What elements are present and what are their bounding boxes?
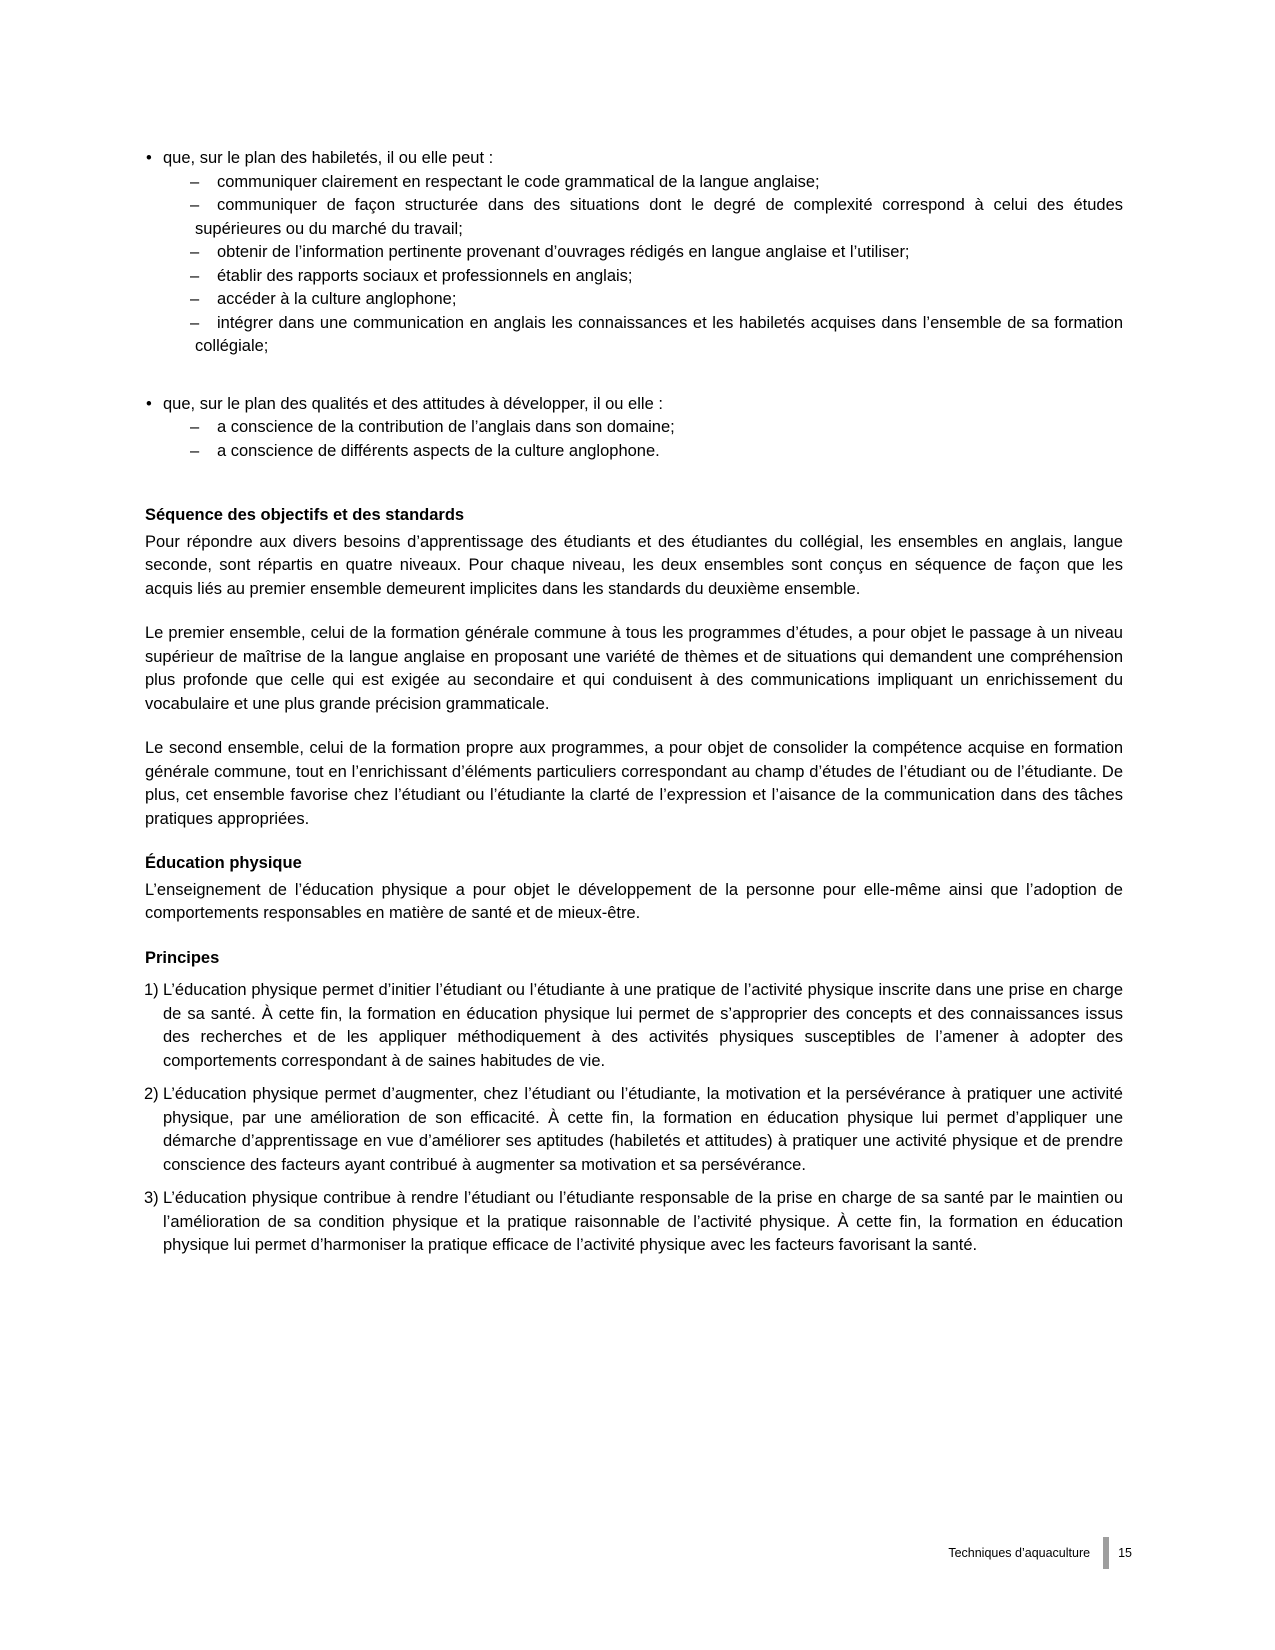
list-item [190, 312, 1123, 359]
list-item [190, 265, 1123, 289]
paragraph: Pour répondre aux divers besoins d’apprentissage des étudiants et des étudiantes du collégial, les ensembles en anglais, langue seconde, sont répartis en quatre niveaux. Pour chaque niveau, les deux ensembles sont conçus en séquence de façon que les acquis liés au premier ensemble demeurent implicites dans les standards du deuxième ensemble. [145, 532, 1123, 598]
dash-icon: – [190, 266, 200, 285]
bullet-icon: • [146, 394, 152, 413]
list-item [190, 171, 1123, 195]
list-item [190, 194, 1123, 241]
list-item [190, 416, 1123, 440]
footer-divider [1103, 1537, 1109, 1569]
paragraph: L’enseignement de l’éducation physique a pour objet le développement de la personne pour elle-même ainsi que l’adoption de comportements responsables en matière de santé et de mieux-être. [145, 880, 1123, 922]
item-number: 2) [144, 1085, 159, 1103]
list-item [190, 288, 1123, 312]
list-item-text: communiquer clairement en respectant le code grammatical de la langue anglaise; [217, 172, 820, 191]
list-item-text: obtenir de l’information pertinente provenant d’ouvrages rédigés en langue anglaise et l’utiliser; [217, 243, 910, 261]
dash-icon: – [190, 290, 200, 308]
footer-label: Techniques d’aquaculture [948, 1545, 1091, 1560]
list-item-text: établir des rapports sociaux et professionnels en anglais; [217, 266, 633, 285]
bullet-icon: • [146, 149, 152, 167]
numbered-item [144, 979, 1123, 1073]
list-item-text: accéder à la culture anglophone; [217, 290, 457, 308]
numbered-item-text: L’éducation physique permet d’initier l’étudiant ou l’étudiante à une pratique de l’activité physique inscrite dans une prise en charge de sa santé. À cette fin, la formation en éducation physique lui permet de s’approprier des concepts et des connaissances issus des recherches et de les appliquer méthodiquement à des activités physiques susceptibles de l’amener à adopter des comportements correspondant à de saines habitudes de vie. [163, 981, 1123, 1070]
section-heading-principes: Principes [145, 948, 220, 967]
item-number: 3) [144, 1189, 159, 1207]
bullet-lead-text: que, sur le plan des habiletés, il ou elle peut : [163, 149, 494, 167]
list-item-text: a conscience de différents aspects de la culture anglophone. [217, 441, 660, 460]
list-item-text: a conscience de la contribution de l’anglais dans son domaine; [217, 418, 675, 436]
list-item [190, 440, 1123, 464]
section-heading-sequence: Séquence des objectifs et des standards [145, 506, 465, 524]
numbered-item [144, 1083, 1123, 1177]
bullet-group-habiletes [145, 147, 1123, 359]
numbered-item-text: L’éducation physique contribue à rendre l’étudiant ou l’étudiante responsable de la prise en charge de sa santé par le maintien ou l’amélioration de sa condition physique et la pratique raisonnable de l’activité physique. À cette fin, la formation en éducation physique lui permet d’harmoniser la pratique efficace de l’activité physique avec les facteurs favorisant la santé. [163, 1189, 1123, 1254]
page-footer [948, 1537, 1132, 1569]
dash-icon: – [190, 313, 200, 332]
document-content [145, 147, 1123, 1268]
dash-icon: – [190, 196, 200, 214]
page-number: 15 [1118, 1545, 1132, 1560]
list-item-text: intégrer dans une communication en anglais les connaissances et les habiletés acquises dans l’ensemble de sa formation collégiale; [195, 313, 1123, 355]
bullet-lead [145, 147, 1123, 171]
paragraph: Le premier ensemble, celui de la formation générale commune à tous les programmes d’études, a pour objet le passage à un niveau supérieur de maîtrise de la langue anglaise en proposant une variété de thèmes et de situations qui demandent une compréhension plus profonde que celle qui est exigée au secondaire et qui conduisent à des communications impliquant un enrichissement du vocabulaire et une plus grande précision grammaticale. [145, 624, 1123, 713]
paragraph: Le second ensemble, celui de la formation propre aux programmes, a pour objet de consolider la compétence acquise en formation générale commune, tout en l’enrichissant d’éléments particuliers correspondant au champ d’études de l’étudiant ou de l’étudiante. De plus, cet ensemble favorise chez l’étudiant ou l’étudiante la clarté de l’expression et l’aisance de la communication dans des tâches pratiques appropriées. [145, 739, 1123, 828]
dash-icon: – [190, 418, 200, 436]
list-item-text: communiquer de façon structurée dans des situations dont le degré de complexité correspond à celui des études supérieures ou du marché du travail; [195, 196, 1123, 238]
bullet-lead-text: que, sur le plan des qualités et des attitudes à développer, il ou elle : [163, 394, 663, 413]
dash-icon: – [190, 243, 200, 261]
numbered-item [144, 1187, 1123, 1258]
bullet-group-qualites [145, 393, 1123, 464]
bullet-lead [145, 393, 1123, 417]
dash-icon: – [190, 441, 200, 460]
list-item [190, 241, 1123, 265]
numbered-item-text: L’éducation physique permet d’augmenter, chez l’étudiant ou l’étudiante, la motivation et la persévérance à pratiquer une activité physique, par une amélioration de son efficacité. À cette fin, la formation en éducation physique lui permet d’appliquer une démarche d’apprentissage en vue d’améliorer ses aptitudes (habiletés et attitudes) à pratiquer une activité physique et de prendre conscience des facteurs ayant contribué à augmenter sa motivation et sa persévérance. [163, 1085, 1123, 1174]
item-number: 1) [144, 981, 159, 999]
section-heading-education-physique: Éducation physique [145, 854, 302, 872]
dash-icon: – [190, 172, 200, 191]
